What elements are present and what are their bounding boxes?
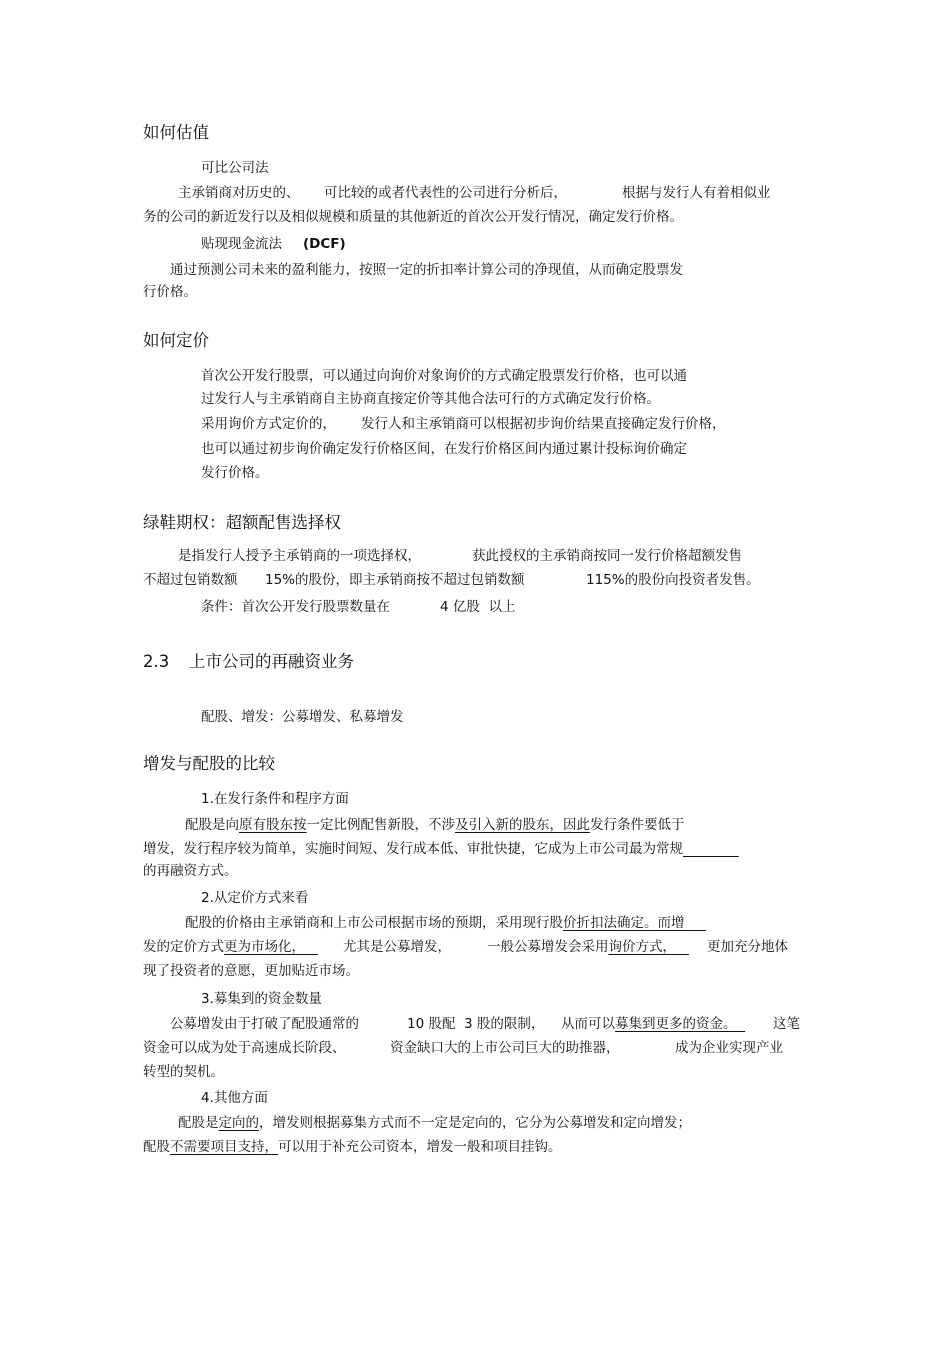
point-2-text: 现了投资者的意愿，更加贴近市场。 — [143, 963, 359, 979]
heading-comparison: 增发与配股的比较 — [143, 754, 275, 773]
comparable-text: 可比较的或者代表性的公司进行分析后， — [324, 185, 567, 201]
point-2-text: 更加充分地体 — [707, 939, 788, 955]
point-1-text: 的再融资方式。 — [143, 863, 238, 879]
greenshoe-text: 15%的股份，即主承销商按不超过包销数额 — [265, 572, 525, 588]
dcf-text: 通过预测公司未来的盈利能力，按照一定的折扣率计算公司的净现值，从而确定股票发 — [170, 262, 683, 278]
heading-refinancing: 上市公司的再融资业务 — [189, 652, 354, 671]
point-2-text: 尤其是公募增发， — [343, 939, 451, 955]
comparable-text: 务的公司的新近发行以及相似规模和质量的其他新近的首次公开发行情况，确定发行价格。 — [143, 209, 683, 225]
heading-valuation: 如何估值 — [143, 123, 209, 142]
point-2-text: 发的定价方式更为市场化， — [143, 939, 318, 955]
point-3-text: 转型的契机。 — [143, 1064, 224, 1080]
greenshoe-text: 不超过包销数额 — [143, 572, 238, 588]
comparable-text: 主承销商对历史的、 — [178, 185, 300, 201]
point-3-text: 这笔 — [773, 1016, 800, 1032]
subheading-comparable: 可比公司法 — [201, 160, 269, 176]
greenshoe-text: 115%的股份向投资者发售。 — [586, 572, 760, 588]
point-3-text: 资金缺口大的上市公司巨大的助推器， — [390, 1040, 620, 1056]
pricing-text: 首次公开发行股票，可以通过向询价对象询价的方式确定股票发行价格，也可以通 — [201, 368, 687, 384]
point-2-text: 一般公募增发会采用询价方式， — [487, 939, 689, 955]
pricing-text: 也可以通过初步询价确定发行价格区间，在发行价格区间内通过累计投标询价确定 — [201, 441, 687, 457]
section-number: 2.3 — [143, 652, 170, 671]
point-3-text: 公募增发由于打破了配股通常的 — [170, 1016, 359, 1032]
refinancing-text: 配股、增发：公募增发、私募增发 — [201, 709, 404, 725]
heading-greenshoe: 绿鞋期权：超额配售选择权 — [143, 513, 341, 532]
greenshoe-text: 获此授权的主承销商按同一发行价格超额发售 — [472, 548, 742, 564]
dcf-abbreviation: (DCF) — [303, 236, 346, 252]
pricing-text: 发行人和主承销商可以根据初步询价结果直接确定发行价格， — [361, 416, 726, 432]
subheading-dcf: 贴现现金流法 — [201, 236, 282, 252]
point-3-text: 成为企业实现产业 — [675, 1040, 783, 1056]
comparable-text: 根据与发行人有着相似业 — [622, 185, 771, 201]
point-2-title: 2.从定价方式来看 — [201, 890, 309, 906]
greenshoe-text: 是指发行人授予主承销商的一项选择权， — [178, 548, 421, 564]
point-3-title: 3.募集到的资金数量 — [201, 991, 322, 1007]
point-1-text: 配股是向原有股东按一定比例配售新股，不涉及引入新的股东，因此发行条件要低于 — [185, 817, 685, 833]
point-4-title: 4.其他方面 — [201, 1090, 268, 1106]
point-2-text: 配股的价格由主承销商和上市公司根据市场的预期，采用现行股价折扣法确定。而增 — [185, 915, 706, 931]
point-1-title: 1.在发行条件和程序方面 — [201, 791, 349, 807]
point-4-text: 配股不需要项目支持，可以用于补充公司资本，增发一般和项目挂钩。 — [143, 1139, 562, 1155]
point-3-text: 10 股配 3 股的限制， — [407, 1016, 545, 1032]
greenshoe-condition: 条件：首次公开发行股票数量在 — [201, 599, 390, 615]
point-3-text: 从而可以募集到更多的资金。 — [561, 1016, 746, 1032]
greenshoe-condition: 4 亿股 以上 — [440, 599, 516, 615]
point-4-text: 配股是定向的，增发则根据募集方式而不一定是定向的，它分为公募增发和定向增发； — [178, 1115, 691, 1131]
point-1-text: 增发，发行程序较为简单，实施时间短、发行成本低、审批快捷，它成为上市公司最为常规 — [143, 841, 683, 857]
pricing-text: 过发行人与主承销商自主协商直接定价等其他合法可行的方式确定发行价格。 — [201, 391, 660, 407]
pricing-text: 采用询价方式定价的， — [201, 416, 336, 432]
point-3-text: 资金可以成为处于高速成长阶段、 — [143, 1040, 346, 1056]
dcf-text: 行价格。 — [143, 284, 197, 300]
heading-pricing: 如何定价 — [143, 331, 209, 350]
pricing-text: 发行价格。 — [201, 465, 269, 481]
